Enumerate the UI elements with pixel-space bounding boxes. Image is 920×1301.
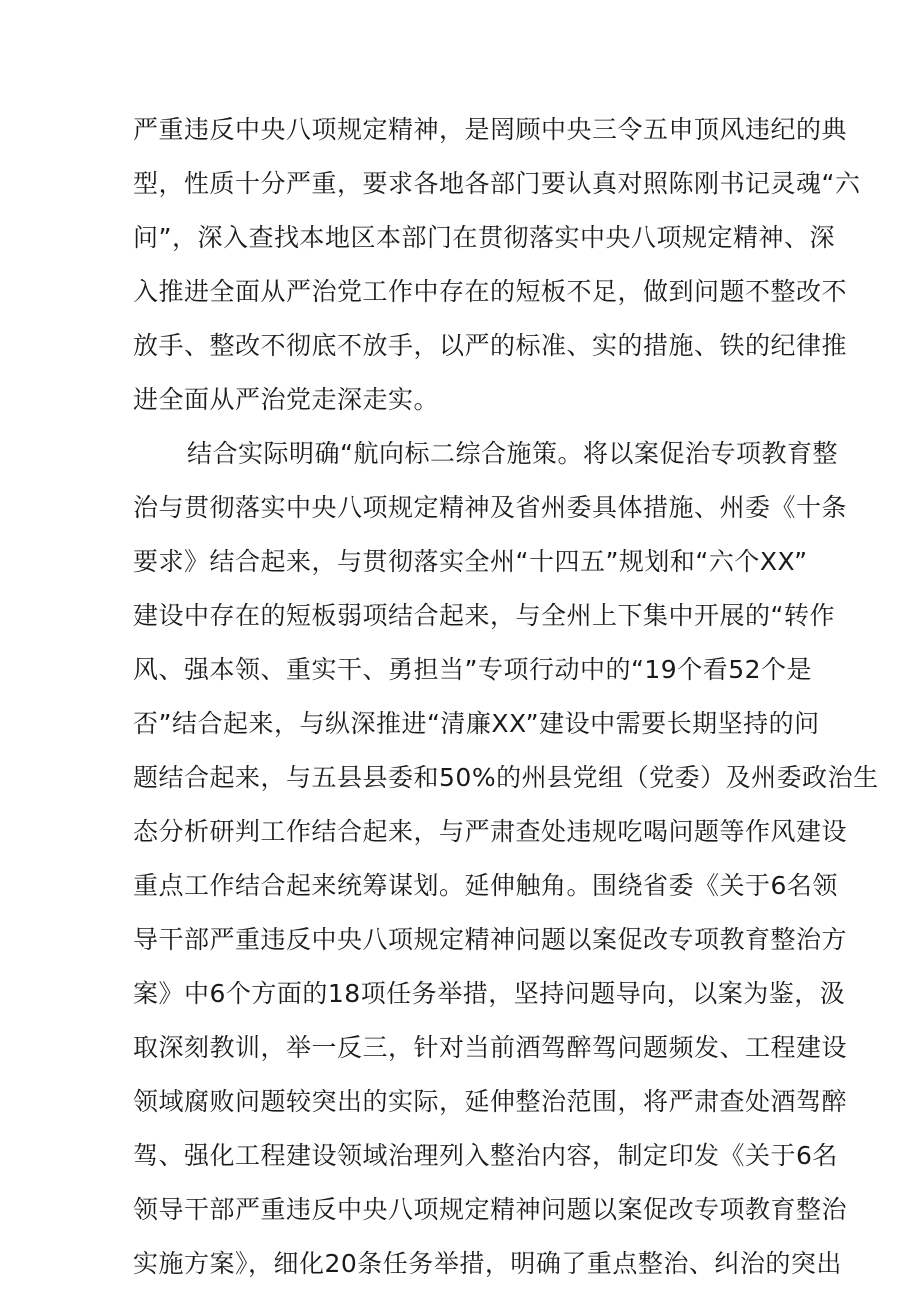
paragraph-1-line-5: 放手、整改不彻底不放手，以严的标准、实的措施、铁的纪律推	[133, 331, 848, 360]
paragraph-1-line-1: 严重违反中央八项规定精神，是罔顾中央三令五申顶风违纪的典	[133, 115, 848, 144]
paragraph-2-line-9: 重点工作结合起来统筹谋划。延伸触角。围绕省委《关于6名领	[133, 871, 838, 900]
paragraph-2-line-11: 案》中6个方面的18项任务举措，坚持问题导向，以案为鉴，汲	[133, 979, 846, 1008]
document-body	[133, 103, 879, 1291]
paragraph-2-line-6: 否”结合起来，与纵深推进“清廉XX”建设中需要长期坚持的问	[133, 709, 820, 738]
paragraph-1	[133, 103, 861, 427]
paragraph-2	[133, 427, 879, 1291]
paragraph-2-line-7: 题结合起来，与五县县委和50%的州县党组（党委）及州委政治生	[133, 763, 879, 792]
paragraph-1-line-4: 入推进全面从严治党工作中存在的短板不足，做到问题不整改不	[133, 277, 848, 306]
paragraph-1-line-3: 问”，深入查找本地区本部门在贯彻落实中央八项规定精神、深	[133, 223, 835, 252]
paragraph-2-line-13: 领域腐败问题较突出的实际，延伸整治范围，将严肃查处酒驾醉	[133, 1087, 848, 1116]
paragraph-2-line-4: 建设中存在的短板弱项结合起来，与全州上下集中开展的“转作	[133, 601, 835, 630]
paragraph-1-line-2: 型，性质十分严重，要求各地各部门要认真对照陈刚书记灵魂“六	[133, 169, 861, 198]
paragraph-2-line-15: 领导干部严重违反中央八项规定精神问题以案促改专项教育整治	[133, 1195, 848, 1224]
paragraph-2-line-3: 要求》结合起来，与贯彻落实全州“十四五”规划和“六个XX”	[133, 547, 808, 576]
paragraph-2-line-16: 实施方案》，细化20条任务举措，明确了重点整治、纠治的突出	[133, 1249, 842, 1278]
paragraph-2-line-5: 风、强本领、重实干、勇担当”专项行动中的“19个看52个是	[133, 655, 813, 684]
paragraph-1-line-6: 进全面从严治党走深走实。	[133, 385, 440, 414]
paragraph-2-line-1: 结合实际明确“航向标二综合施策。将以案促治专项教育整	[187, 439, 838, 468]
paragraph-2-line-12: 取深刻教训，举一反三，针对当前酒驾醉驾问题频发、工程建设	[133, 1033, 848, 1062]
paragraph-2-line-14: 驾、强化工程建设领域治理列入整治内容，制定印发《关于6名	[133, 1141, 838, 1170]
paragraph-2-line-10: 导干部严重违反中央八项规定精神问题以案促改专项教育整治方	[133, 925, 848, 954]
paragraph-2-line-8: 态分析研判工作结合起来，与严肃查处违规吃喝问题等作风建设	[133, 817, 848, 846]
paragraph-2-line-2: 治与贯彻落实中央八项规定精神及省州委具体措施、州委《十条	[133, 493, 848, 522]
